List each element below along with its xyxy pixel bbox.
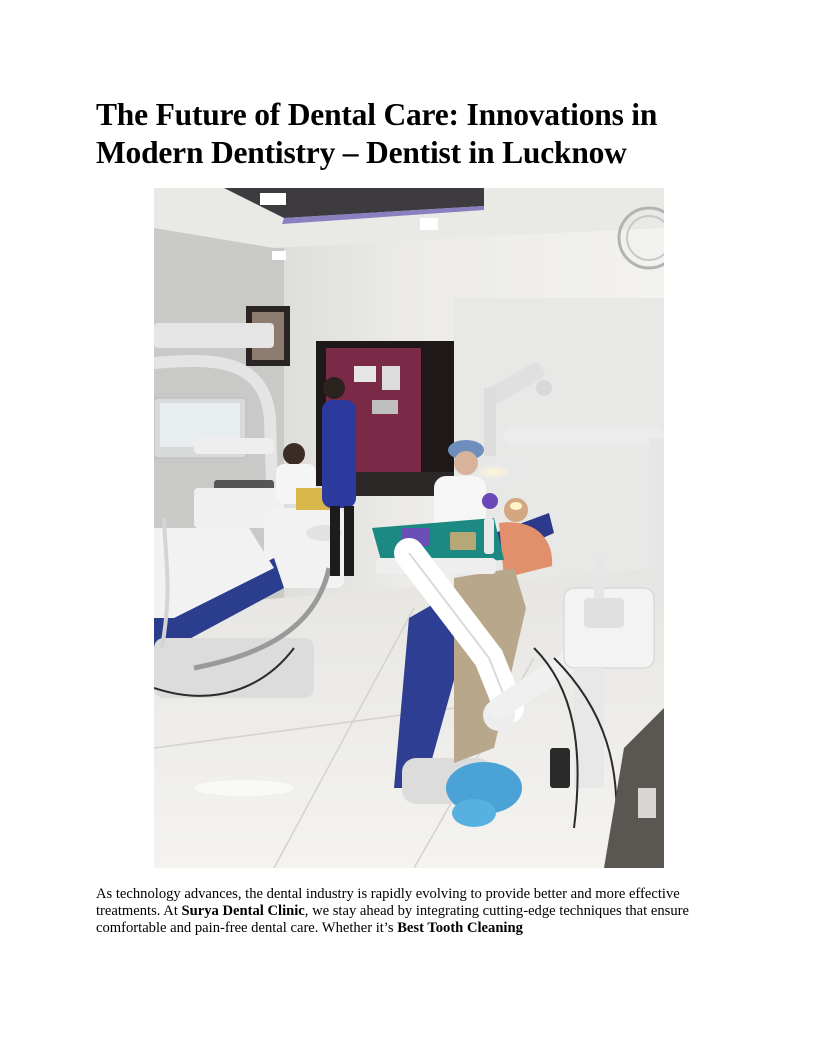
intro-paragraph: [96, 886, 736, 937]
page-title: [96, 96, 736, 172]
page-title-line1: The Future of Dental Care: Innovations in: [96, 97, 658, 132]
clinic-photo: [154, 188, 664, 868]
page-title-line2: Modern Dentistry – Dentist in Lucknow: [96, 135, 627, 170]
intro-paragraph-part2: , we stay ahead by integrating cutting-edge techniques that ensure comfortable and pain-free dental care. Whether it’s: [96, 903, 689, 936]
service-name-bold: Best Tooth Cleaning: [397, 920, 523, 936]
clinic-name-bold: Surya Dental Clinic: [181, 903, 305, 919]
clinic-photo-illustration: [154, 188, 664, 868]
intro-paragraph-part1: As technology advances, the dental industry is rapidly evolving to provide better and more effective treatments. At: [96, 886, 680, 919]
